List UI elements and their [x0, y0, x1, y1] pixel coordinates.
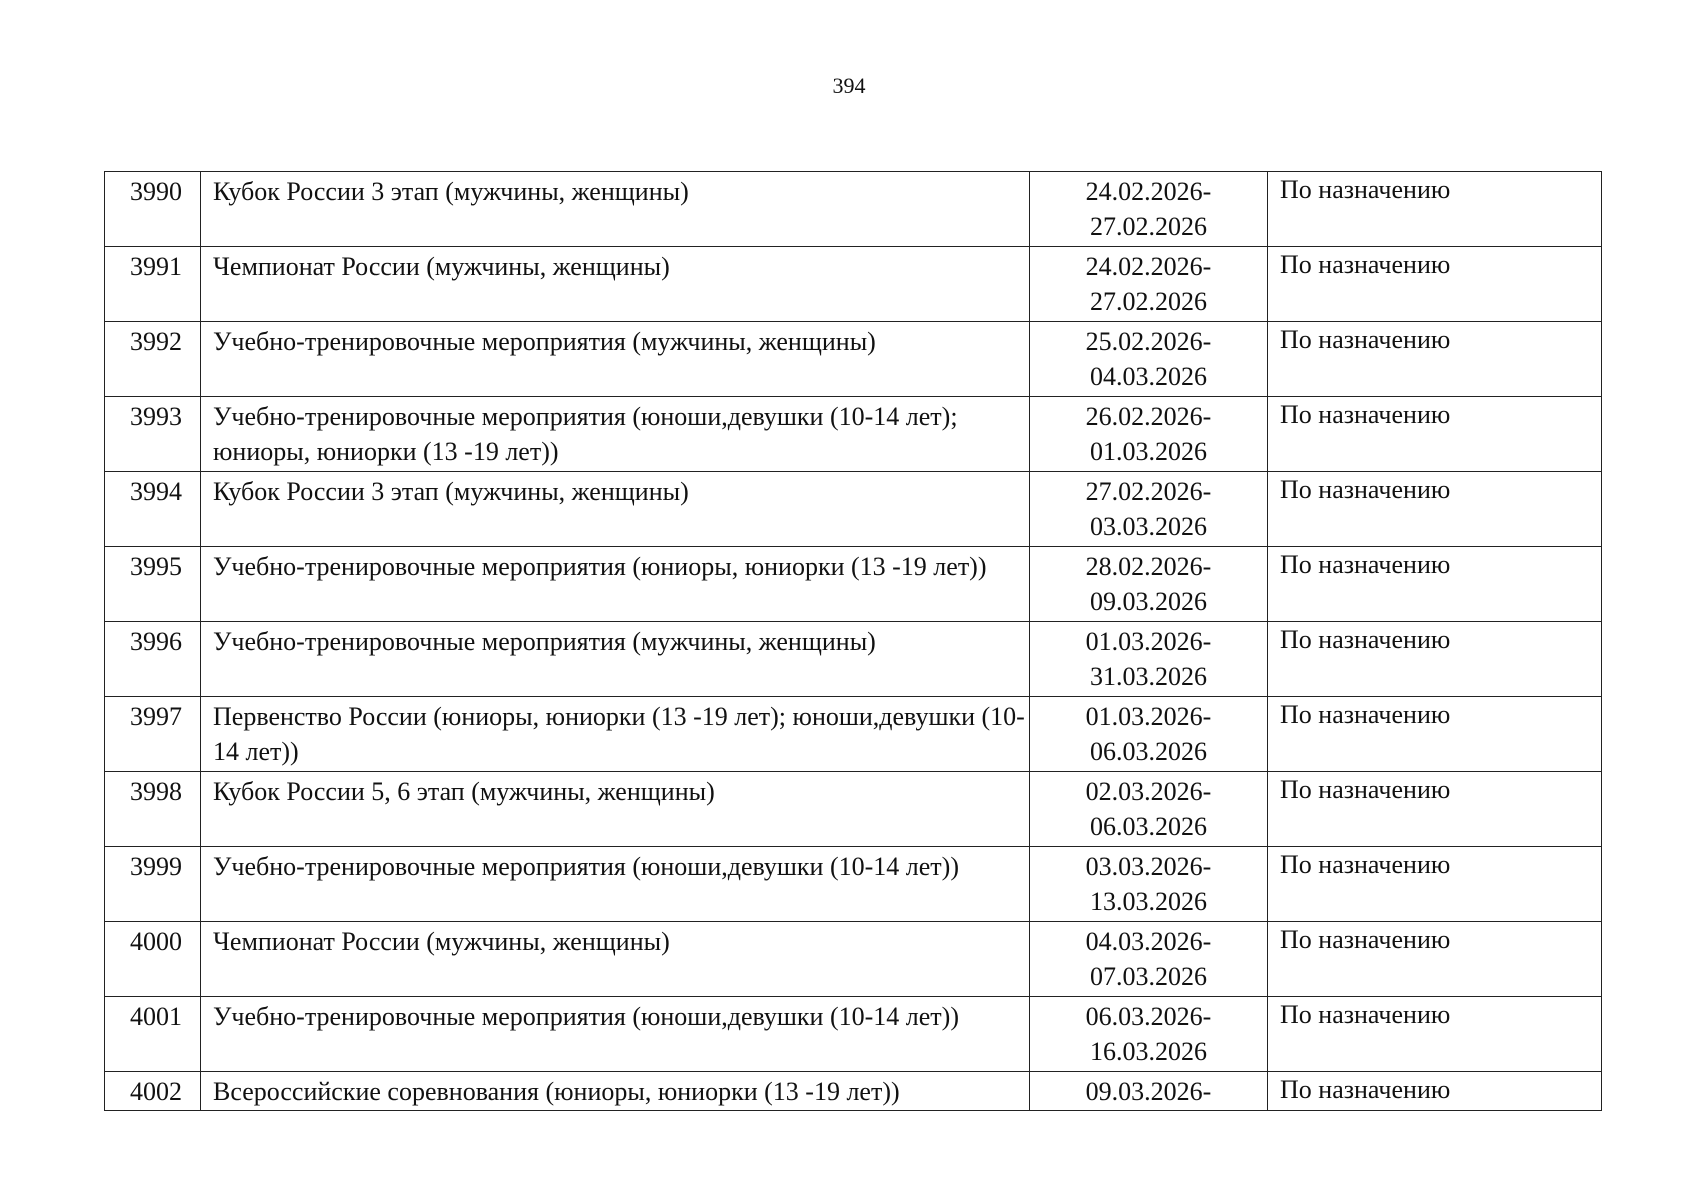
table-row: [105, 472, 1602, 547]
date-end: 09.03.2026: [1090, 587, 1207, 616]
event-place: По назначению: [1268, 847, 1602, 922]
date-start: 01.03.2026-: [1085, 627, 1212, 656]
date-end: 04.03.2026: [1090, 362, 1207, 391]
date-start: 01.03.2026-: [1085, 702, 1212, 731]
event-name: Кубок России 3 этап (мужчины, женщины): [201, 472, 1030, 547]
event-place: По назначению: [1268, 697, 1602, 772]
event-name: Кубок России 3 этап (мужчины, женщины): [201, 172, 1030, 247]
event-place: По назначению: [1268, 172, 1602, 247]
date-end: 06.03.2026: [1090, 737, 1207, 766]
date-end: 06.03.2026: [1090, 812, 1207, 841]
event-number: 4002: [105, 1072, 201, 1111]
event-dates: [1030, 247, 1268, 322]
event-place: По назначению: [1268, 622, 1602, 697]
date-start: 02.03.2026-: [1085, 777, 1212, 806]
table-row: [105, 847, 1602, 922]
date-start: 09.03.2026-: [1085, 1077, 1212, 1106]
date-start: 03.03.2026-: [1085, 852, 1212, 881]
date-end: 31.03.2026: [1090, 662, 1207, 691]
page-number: 394: [832, 73, 866, 98]
event-number: 3991: [105, 247, 201, 322]
event-dates: [1030, 172, 1268, 247]
event-number: 3999: [105, 847, 201, 922]
event-dates: [1030, 622, 1268, 697]
date-start: 24.02.2026-: [1085, 177, 1212, 206]
date-start: 06.03.2026-: [1085, 1002, 1212, 1031]
table-row: [105, 172, 1602, 247]
date-end: 07.03.2026: [1090, 962, 1207, 991]
event-number: 3992: [105, 322, 201, 397]
event-dates: [1030, 547, 1268, 622]
event-place: По назначению: [1268, 997, 1602, 1072]
event-number: 4000: [105, 922, 201, 997]
table-row: [105, 397, 1602, 472]
event-number: 3993: [105, 397, 201, 472]
date-start: 25.02.2026-: [1085, 327, 1212, 356]
event-name: Учебно-тренировочные мероприятия (юноши,девушки (10-14 лет)): [201, 997, 1030, 1072]
event-place: По назначению: [1268, 547, 1602, 622]
event-place: По назначению: [1268, 1072, 1602, 1111]
date-start: 26.02.2026-: [1085, 402, 1212, 431]
event-dates: [1030, 472, 1268, 547]
event-number: 3994: [105, 472, 201, 547]
date-end: 27.02.2026: [1090, 212, 1207, 241]
table-row: [105, 247, 1602, 322]
table-row: [105, 997, 1602, 1072]
event-place: По назначению: [1268, 772, 1602, 847]
table-row: [105, 1072, 1602, 1111]
event-name: Всероссийские соревнования (юниоры, юниорки (13 -19 лет)): [201, 1072, 1030, 1111]
event-dates: [1030, 772, 1268, 847]
event-name: Учебно-тренировочные мероприятия (юниоры, юниорки (13 -19 лет)): [201, 547, 1030, 622]
event-name: Первенство России (юниоры, юниорки (13 -19 лет); юноши,девушки (10-14 лет)): [201, 697, 1030, 772]
event-name: Кубок России 5, 6 этап (мужчины, женщины): [201, 772, 1030, 847]
event-number: 3990: [105, 172, 201, 247]
event-number: 3996: [105, 622, 201, 697]
event-number: 3995: [105, 547, 201, 622]
table-row: [105, 922, 1602, 997]
event-name: Учебно-тренировочные мероприятия (юноши,девушки (10-14 лет)): [201, 847, 1030, 922]
event-name: Чемпионат России (мужчины, женщины): [201, 922, 1030, 997]
table-row: [105, 772, 1602, 847]
event-number: 3998: [105, 772, 201, 847]
event-place: По назначению: [1268, 322, 1602, 397]
date-end: 27.02.2026: [1090, 287, 1207, 316]
table-row: [105, 547, 1602, 622]
events-table-body: [105, 172, 1602, 1111]
date-start: 24.02.2026-: [1085, 252, 1212, 281]
date-end: 16.03.2026: [1090, 1037, 1207, 1066]
event-place: По назначению: [1268, 397, 1602, 472]
table-row: [105, 622, 1602, 697]
event-number: 4001: [105, 997, 201, 1072]
date-start: 28.02.2026-: [1085, 552, 1212, 581]
event-dates: [1030, 997, 1268, 1072]
event-dates: [1030, 322, 1268, 397]
event-dates: [1030, 697, 1268, 772]
events-table: [104, 171, 1602, 1111]
event-dates: [1030, 922, 1268, 997]
date-end: 03.03.2026: [1090, 512, 1207, 541]
event-name: Учебно-тренировочные мероприятия (юноши,девушки (10-14 лет); юниоры, юниорки (13 -19 лет)): [201, 397, 1030, 472]
event-dates: [1030, 1072, 1268, 1111]
event-name: Учебно-тренировочные мероприятия (мужчины, женщины): [201, 622, 1030, 697]
event-name: Учебно-тренировочные мероприятия (мужчины, женщины): [201, 322, 1030, 397]
event-number: 3997: [105, 697, 201, 772]
event-place: По назначению: [1268, 922, 1602, 997]
table-row: [105, 697, 1602, 772]
event-dates: [1030, 397, 1268, 472]
table-row: [105, 322, 1602, 397]
event-place: По назначению: [1268, 472, 1602, 547]
event-name: Чемпионат России (мужчины, женщины): [201, 247, 1030, 322]
date-end: 13.03.2026: [1090, 887, 1207, 916]
event-dates: [1030, 847, 1268, 922]
event-place: По назначению: [1268, 247, 1602, 322]
date-start: 27.02.2026-: [1085, 477, 1212, 506]
date-start: 04.03.2026-: [1085, 927, 1212, 956]
date-end: 01.03.2026: [1090, 437, 1207, 466]
